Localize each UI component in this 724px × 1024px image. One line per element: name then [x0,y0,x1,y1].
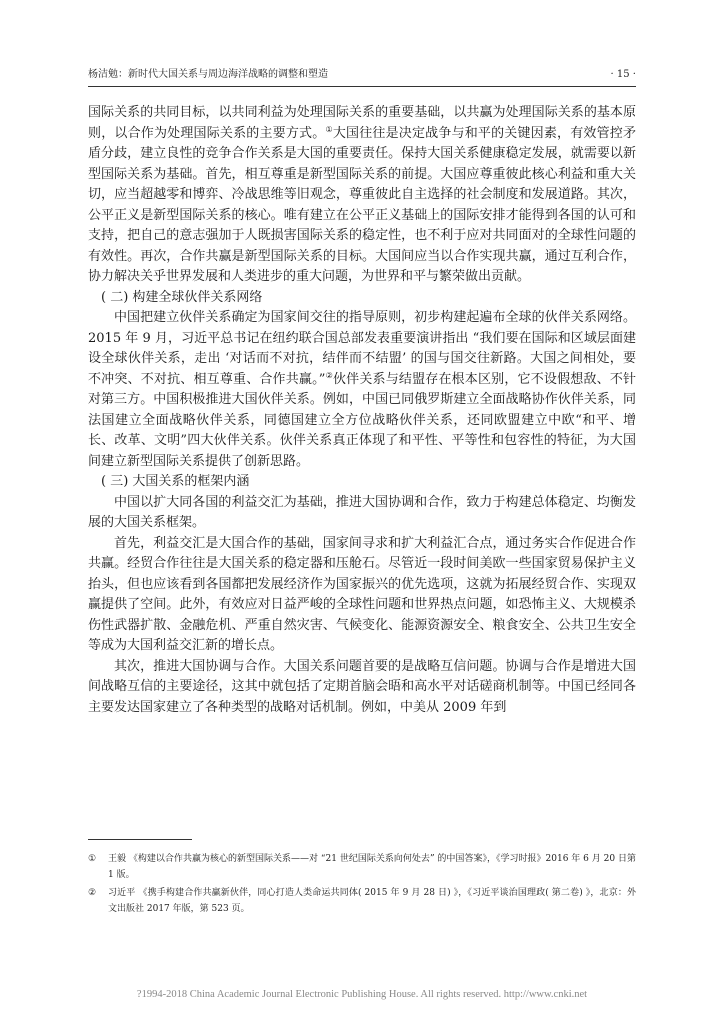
paragraph: 首先，利益交汇是大国合作的基础，国家间寻求和扩大利益汇合点，通过务实合作促进合作共赢。经贸合作往往是大国关系的稳定器和压舱石。尽管近一段时间美欧一些国家贸易保护主义抬头，但也应该看到各国都把发展经济作为国家振兴的优先选项，这就为拓展经贸合作、实现双赢提供了空间。此外，有效应对日益严峻的全球性问题和世界热点问题，如恐怖主义、大规模杀伤性武器扩散、金融危机、严重自然灾害、气候变化、能源资源安全、粮食安全、公共卫生安全等成为大国利益交汇新的增长点。 [88,535,636,653]
footnotes [88,851,636,919]
footnote [88,851,636,883]
paragraph [88,103,636,288]
copyright-footer: ?1994-2018 China Academic Journal Electronic Publishing House. All rights reserved. http://www.cnki.net [136,989,588,1000]
paragraph-text: 大国往往是决定战争与和平的关键因素，有效管控矛盾分歧，建立良性的竞争合作关系是大国的重要责任。保持大国关系健康稳定发展，就需要以新型国际关系为基础。首先，相互尊重是新型国际关系的前提。大国应尊重彼此核心利益和重大关切，应当超越零和博弈、冷战思维等旧观念，尊重彼此自主选择的社会制度和发展道路。其次，公平正义是新型国际关系的核心。唯有建立在公平正义基础上的国际安排才能得到各国的认可和支持，把自己的意志强加于人既损害国际关系的稳定性，也不利于应对共同面对的全球性问题的有效性。再次，合作共赢是新型国际关系的目标。大国间应当以合作实现共赢，通过互利合作，协力解决关乎世界发展和人类进步的重大问题，为世界和平与繁荣做出贡献。 [88,125,636,284]
footnote-mark: ② [88,888,97,898]
section-heading: ( 二) 构建全球伙伴关系网络 [101,289,263,305]
footnote-text: 王毅 《构建以合作共赢为核心的新型国际关系——对 “21 世纪国际关系向何处去” 的中国答案》，《学习时报》2016 年 6 月 20 日第 1 版。 [108,854,636,880]
article-body [88,103,636,718]
paragraph-text: 国际关系的共同目标，以共同利益为处理国际关系的重要基础，以共赢为处理国际关系的基本原则，以合作为处理国际关系的主要方式。 [88,105,636,141]
running-header [88,66,636,84]
footnote-rule [88,839,192,840]
footnote [88,885,636,917]
footnote-ref[interactable]: ② [325,370,333,380]
page-number: · 15 · [610,69,636,80]
footnote-text: 习近平 《携手构建合作共赢新伙伴，同心打造人类命运共同体( 2015 年 9 月 28 日) 》，《习近平谈治国理政( 第二卷) 》，北京：外文出版社 2017 年版，第 523 页。 [108,888,636,914]
paragraph [88,308,636,472]
paragraph-text: 伙伴关系与结盟存在根本区别，它不设假想敌、不针对第三方。中国积极推进大国伙伴关系。例如，中国已同俄罗斯建立全面战略协作伙伴关系，同法国建立全面战略伙伴关系，同德国建立全方位战略伙伴关系，还同欧盟建立中欧“和平、增长、改革、文明”四大伙伴关系。伙伴关系真正体现了和平性、平等性和包容性的特征，为大国间建立新型国际关系提供了创新思路。 [88,371,636,469]
footnote-ref[interactable]: ① [325,124,333,134]
header-rule [88,86,636,87]
paragraph: 中国以扩大同各国的利益交汇为基础，推进大国协调和合作，致力于构建总体稳定、均衡发展的大国关系框架。 [88,494,636,530]
running-title: 杨洁勉：新时代大国关系与周边海洋战略的调整和塑造 [88,69,328,80]
paragraph: 其次，推进大国协调与合作。大国关系问题首要的是战略互信问题。协调与合作是增进大国间战略互信的主要途径，这其中就包括了定期首脑会晤和高水平对话磋商机制等。中国已经同各主要发达国家建立了各种类型的战略对话机制。例如，中美从 2009 年到 [88,658,636,715]
section-heading: ( 三) 大国关系的框架内涵 [101,474,250,489]
paragraph-text: 中国把建立伙伴关系确定为国家间交往的指导原则，初步构建起遍布全球的伙伴关系网络。2015 年 9 月，习近平总书记在纽约联合国总部发表重要演讲指出 “我们要在国际和区域层面建设全球伙伴关系，走出 ‘对话而不对抗，结伴而不结盟’ 的国与国交往新路。大国之间相处，要不冲突、不对抗、相互尊重、合作共赢。” [88,310,636,387]
footnote-mark: ① [88,854,97,864]
